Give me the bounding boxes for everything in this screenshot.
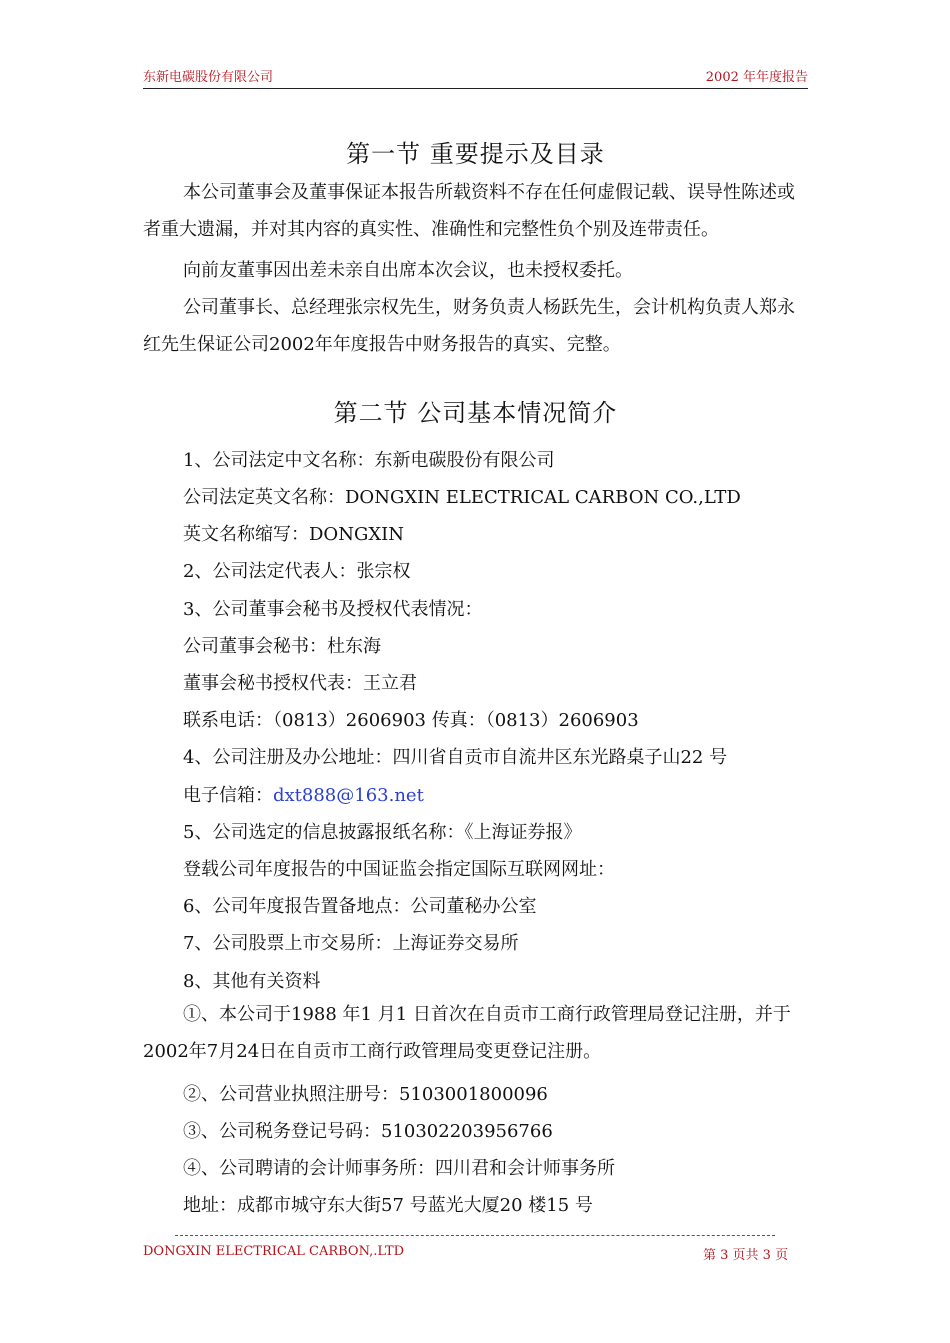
section1-paragraph-1: 本公司董事会及董事保证本报告所载资料不存在任何虚假记载、误导性陈述或者重大遗漏，并对其内容的真实性、准确性和完整性负个别及连带责任。 xyxy=(143,182,795,240)
info-line-8: 联系电话：（0813）2606903 传真：（0813）2606903 xyxy=(183,710,639,731)
section1-paragraph-2: 向前友董事因出差未亲自出席本次会议，也未授权委托。 xyxy=(183,260,633,281)
info-paragraph-registration: ①、本公司于1988 年1 月1 日首次在自贡市工商行政管理局登记注册，并于2002年7月24日在自贡市工商行政管理局变更登记注册。 xyxy=(143,1004,791,1062)
section2-title: 第二节 公司基本情况简介 xyxy=(333,399,618,427)
info-line-19: ④、公司聘请的会计师事务所：四川君和会计师事务所 xyxy=(183,1158,615,1179)
footer-page-number: 第 3 页共 3 页 xyxy=(703,1248,789,1263)
info-line-6: 公司董事会秘书：杜东海 xyxy=(183,636,381,657)
info-line-12: 登载公司年度报告的中国证监会指定国际互联网网址： xyxy=(183,859,615,880)
email-label: 电子信箱： xyxy=(183,785,273,806)
info-line-11: 5、公司选定的信息披露报纸名称：《上海证券报》 xyxy=(183,822,582,843)
info-line-9: 4、公司注册及办公地址：四川省自贡市自流井区东光路桌子山22 号 xyxy=(183,747,728,768)
footer-company-en: DONGXIN ELECTRICAL CARBON,.LTD xyxy=(143,1244,405,1259)
info-line-18: ③、公司税务登记号码：510302203956766 xyxy=(183,1121,553,1142)
header-report-title: 2002 年年度报告 xyxy=(705,70,808,85)
info-line-7: 董事会秘书授权代表：王立君 xyxy=(183,673,417,694)
email-link[interactable]: dxt888@163.net xyxy=(273,785,424,806)
page-header xyxy=(143,66,808,88)
info-line-14: 7、公司股票上市交易所：上海证券交易所 xyxy=(183,933,519,954)
info-line-20: 地址：成都市城守东大街57 号蓝光大厦20 楼15 号 xyxy=(183,1195,593,1216)
header-rule xyxy=(143,88,808,89)
section1-paragraph-3: 公司董事长、总经理张宗权先生，财务负责人杨跃先生，会计机构负责人郑永红先生保证公司2002年年度报告中财务报告的真实、完整。 xyxy=(143,297,795,355)
header-company: 东新电碳股份有限公司 xyxy=(143,70,274,85)
info-line-email xyxy=(183,781,424,807)
info-line-15: 8、其他有关资料 xyxy=(183,971,321,992)
info-line-17: ②、公司营业执照注册号：5103001800096 xyxy=(183,1084,548,1105)
footer-rule xyxy=(175,1235,775,1236)
info-line-4: 2、公司法定代表人：张宗权 xyxy=(183,561,411,582)
section1-title: 第一节 重要提示及目录 xyxy=(346,140,605,168)
info-line-5: 3、公司董事会秘书及授权代表情况： xyxy=(183,599,483,620)
info-line-13: 6、公司年度报告置备地点：公司董秘办公室 xyxy=(183,896,537,917)
info-line-1: 1、公司法定中文名称：东新电碳股份有限公司 xyxy=(183,450,555,471)
info-line-3: 英文名称缩写：DONGXIN xyxy=(183,524,404,545)
info-line-2: 公司法定英文名称：DONGXIN ELECTRICAL CARBON CO.,LTD xyxy=(183,487,741,508)
